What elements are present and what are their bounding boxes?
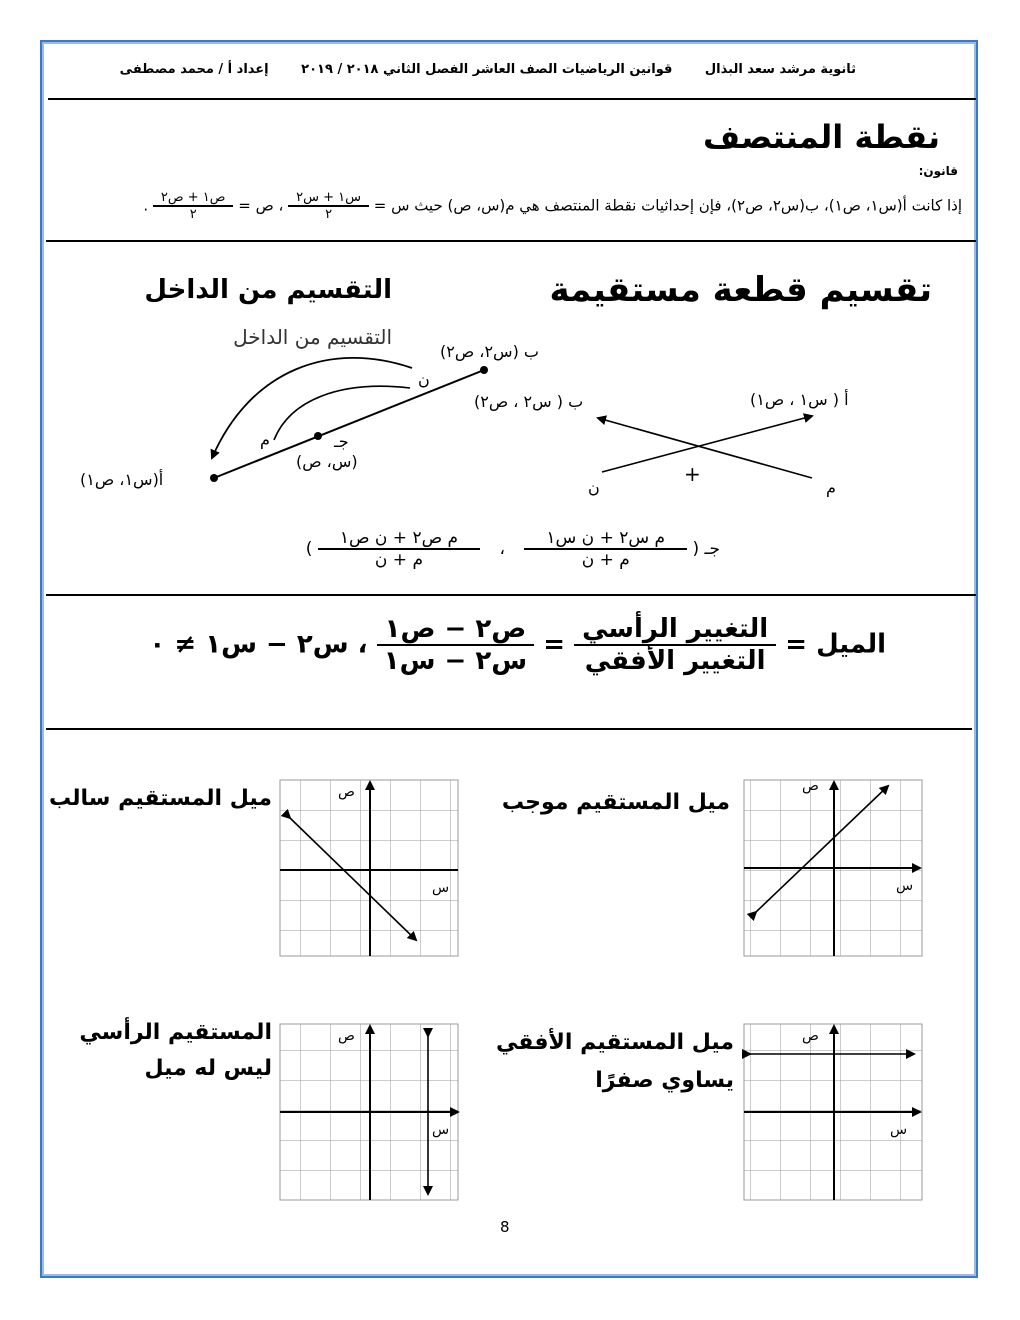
cross-label-n: ن — [588, 478, 600, 497]
graph-horizontal-line — [744, 1024, 922, 1200]
x-numerator: س١ + س٢ — [288, 190, 369, 207]
internal-division-subtitle: التقسيم من الداخل — [233, 325, 392, 349]
slope-label: الميل = — [785, 629, 886, 660]
law-end: . — [143, 196, 149, 215]
y-numerator: ص١ + ص٢ — [153, 190, 234, 207]
axis-y-label: ص — [802, 778, 819, 794]
caption-vertical-2: ليس له ميل — [144, 1056, 272, 1081]
caption-negative-slope: ميل المستقيم سالب — [49, 786, 272, 811]
x-denominator: ٢ — [325, 207, 333, 222]
division-title: تقسيم قطعة مستقيمة — [549, 270, 932, 310]
internal-division-title: التقسيم من الداخل — [144, 275, 392, 305]
header-subject: قوانين الرياضيات الصف العاشر الفصل الثاني ٢٠١٨ / ٢٠١٩ — [301, 62, 673, 77]
ratio-denominator: التغيير الأفقي — [584, 646, 766, 676]
diff-denominator: س٢ − س١ — [383, 646, 528, 676]
header-school: ثانوية مرشد سعد البذال — [704, 62, 856, 77]
caption-positive-slope: ميل المستقيم موجب — [501, 790, 730, 815]
axis-x-label: س — [890, 1122, 908, 1138]
page-number: 8 — [500, 1218, 510, 1236]
graph-vertical-line — [280, 1024, 458, 1200]
axis-x-label: س — [432, 880, 450, 896]
cross-label-a: أ ( س١ ، ص١) — [750, 390, 849, 409]
header-author: إعداد أ / محمد مصطفى — [119, 62, 269, 77]
caption-vertical-1: المستقيم الرأسي — [79, 1020, 272, 1045]
y-label: ، ص = — [238, 196, 284, 215]
fx-denominator: م + ن — [581, 550, 630, 570]
axis-x-label: س — [896, 878, 914, 894]
midpoint-title: نقطة المنتصف — [703, 118, 940, 156]
axis-y-label: ص — [802, 1028, 819, 1044]
cross-plus: + — [684, 462, 701, 486]
diff-numerator: ص٢ − ص١ — [377, 614, 535, 646]
cross-label-b: ب ( س٢ ، ص٢) — [474, 392, 584, 411]
label-m: م — [260, 430, 270, 449]
fx-numerator: م س٢ + ن س١ — [524, 528, 687, 550]
law-statement: إذا كانت أ(س١، ص١)، ب(س٢، ص٢)، فإن إحداثيات نقطة المنتصف هي م(س، ص) حيث س = — [373, 196, 962, 215]
slope-eq: = — [543, 629, 566, 660]
caption-horizontal-2: يساوي صفرًا — [595, 1068, 734, 1093]
label-point-j-coord: (س، ص) — [296, 452, 358, 471]
graph-positive-slope — [744, 780, 922, 956]
slope-condition: ، س٢ − س١ ≠ ٠ — [149, 629, 368, 660]
cross-label-m: م — [826, 478, 836, 497]
graph-negative-slope — [280, 780, 458, 956]
fy-denominator: م + ن — [374, 550, 423, 570]
label-n: ن — [418, 370, 430, 389]
formula-close: ) — [305, 539, 313, 559]
ratio-numerator: التغيير الرأسي — [574, 614, 776, 646]
label-point-b: ب (س٢، ص٢) — [440, 342, 539, 361]
label-point-a: أ(س١، ص١) — [80, 470, 164, 489]
axis-y-label: ص — [338, 784, 355, 800]
formula-j: جـ ( — [692, 539, 720, 559]
axis-y-label: ص — [338, 1028, 355, 1044]
formula-comma: ، — [499, 539, 505, 559]
label-point-j: جـ — [334, 432, 349, 451]
law-label: قانون: — [918, 164, 958, 178]
fy-numerator: م ص٢ + ن ص١ — [318, 528, 480, 550]
caption-horizontal-1: ميل المستقيم الأفقي — [496, 1030, 734, 1055]
axis-x-label: س — [432, 1122, 450, 1138]
y-denominator: ٢ — [189, 207, 197, 222]
